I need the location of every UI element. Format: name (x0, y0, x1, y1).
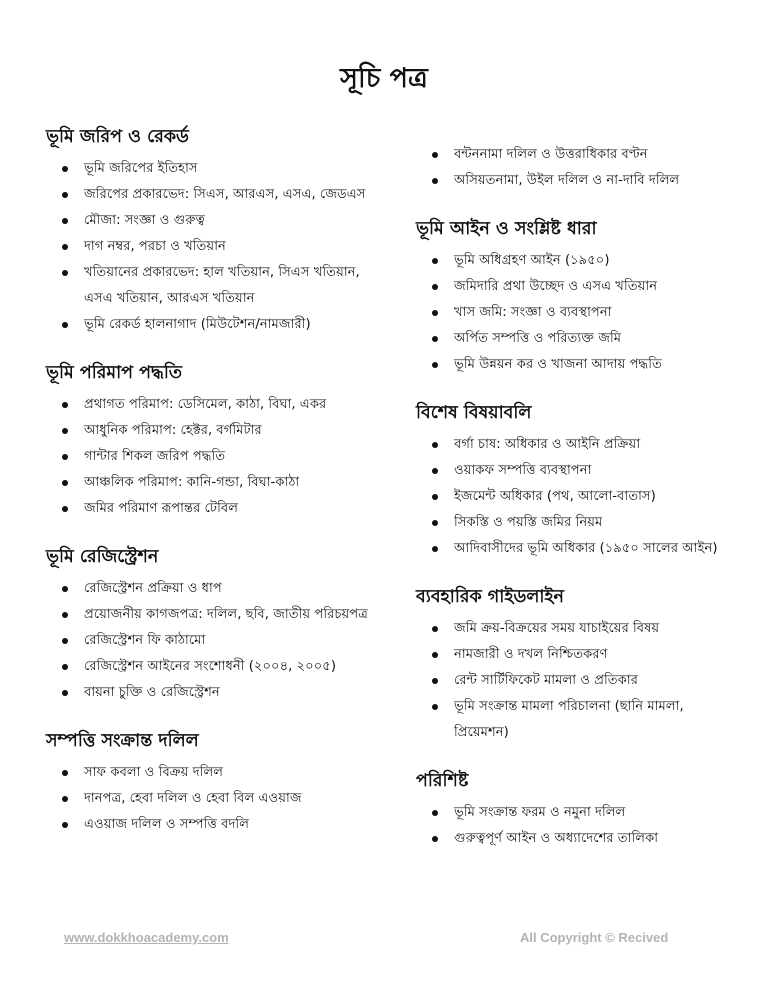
list-item: ভূমি জরিপের ইতিহাস (84, 156, 376, 182)
section-list (416, 142, 736, 194)
section-heading: ব্যবহারিক গাইডলাইন (416, 587, 564, 607)
list-item: ভূমি উন্নয়ন কর ও খাজনা আদায় পদ্ধতি (454, 352, 736, 378)
section-heading: ভূমি পরিমাপ পদ্ধতি (46, 363, 182, 383)
list-item: ভূমি সংক্রান্ত মামলা পরিচালনা (ছানি মামলা, প্রিয়েমশন) (454, 694, 736, 746)
list-item: সিকস্তি ও পয়স্তি জমির নিয়ম (454, 510, 736, 536)
section-heading: পরিশিষ্ট (416, 771, 469, 791)
section-survey-records (46, 124, 376, 338)
list-item: নামজারী ও দখল নিশ্চিতকরণ (454, 642, 736, 668)
section-list (46, 392, 376, 522)
list-item: সাফ কবলা ও বিক্রয় দলিল (84, 760, 376, 786)
list-item: গুরুত্বপূর্ণ আইন ও অধ্যাদেশের তালিকা (454, 826, 736, 852)
list-item: জরিপের প্রকারভেদ: সিএস, আরএস, এসএ, জেডএস (84, 182, 376, 208)
section-special-topics (416, 400, 736, 562)
list-item: আধুনিক পরিমাপ: হেক্টর, বর্গমিটার (84, 418, 376, 444)
section-list (46, 760, 376, 838)
list-item: ভূমি অধিগ্রহণ আইন (১৯৫০) (454, 248, 736, 274)
section-list (416, 616, 736, 746)
section-list (46, 156, 376, 338)
list-item: দাগ নম্বর, পরচা ও খতিয়ান (84, 234, 376, 260)
list-item: প্রয়োজনীয় কাগজপত্র: দলিল, ছবি, জাতীয় পরিচয়পত্র (84, 602, 376, 628)
section-heading: সম্পত্তি সংক্রান্ত দলিল (46, 731, 199, 751)
list-item: রেজিস্ট্রেশন ফি কাঠামো (84, 628, 376, 654)
list-item: জমির পরিমাণ রূপান্তর টেবিল (84, 496, 376, 522)
section-registration (46, 544, 376, 706)
copyright-notice: All Copyright © Recived (520, 930, 669, 945)
list-item: রেজিস্ট্রেশন আইনের সংশোধনী (২০০৪, ২০০৫) (84, 654, 376, 680)
section-heading: বিশেষ বিষয়াবলি (416, 403, 532, 423)
list-item: এওয়াজ দলিল ও সম্পত্তি বদলি (84, 812, 376, 838)
section-deeds-continued (416, 142, 736, 194)
list-item: জমিদারি প্রথা উচ্ছেদ ও এসএ খতিয়ান (454, 274, 736, 300)
section-heading: ভূমি জরিপ ও রেকর্ড (46, 127, 189, 147)
list-item: রেন্ট সার্টিফিকেট মামলা ও প্রতিকার (454, 668, 736, 694)
list-item: রেজিস্ট্রেশন প্রক্রিয়া ও ধাপ (84, 576, 376, 602)
page-title: সূচি পত্র (340, 63, 428, 94)
section-list (46, 576, 376, 706)
left-column (46, 124, 376, 860)
list-item: দানপত্র, হেবা দলিল ও হেবা বিল এওয়াজ (84, 786, 376, 812)
section-land-law (416, 216, 736, 378)
list-item: প্রথাগত পরিমাপ: ডেসিমেল, কাঠা, বিঘা, একর (84, 392, 376, 418)
section-list (416, 800, 736, 852)
list-item: বর্গা চাষ: অধিকার ও আইনি প্রক্রিয়া (454, 432, 736, 458)
list-item: আঞ্চলিক পরিমাপ: কানি-গন্ডা, বিঘা-কাঠা (84, 470, 376, 496)
list-item: খতিয়ানের প্রকারভেদ: হাল খতিয়ান, সিএস খতিয়ান, এসএ খতিয়ান, আরএস খতিয়ান (84, 260, 376, 312)
list-item: অর্পিত সম্পত্তি ও পরিত্যক্ত জমি (454, 326, 736, 352)
section-practical-guidelines (416, 584, 736, 746)
section-list (416, 432, 736, 562)
list-item: অসিয়তনামা, উইল দলিল ও না-দাবি দলিল (454, 168, 736, 194)
website-link[interactable]: www.dokkhoacademy.com (64, 930, 229, 945)
section-appendix (416, 768, 736, 852)
list-item: ভূমি সংক্রান্ত ফরম ও নমুনা দলিল (454, 800, 736, 826)
list-item: খাস জমি: সংজ্ঞা ও ব্যবস্থাপনা (454, 300, 736, 326)
list-item: ভূমি রেকর্ড হালনাগাদ (মিউটেশন/নামজারী) (84, 312, 376, 338)
section-heading: ভূমি রেজিস্ট্রেশন (46, 547, 159, 567)
section-heading: ভূমি আইন ও সংশ্লিষ্ট ধারা (416, 219, 597, 239)
list-item: মৌজা: সংজ্ঞা ও গুরুত্ব (84, 208, 376, 234)
list-item: ওয়াকফ সম্পত্তি ব্যবস্থাপনা (454, 458, 736, 484)
list-item: বায়না চুক্তি ও রেজিস্ট্রেশন (84, 680, 376, 706)
list-item: বন্টননামা দলিল ও উত্তরাধিকার বণ্টন (454, 142, 736, 168)
section-list (416, 248, 736, 378)
section-property-deeds (46, 728, 376, 838)
list-item: আদিবাসীদের ভূমি অধিকার (১৯৫০ সালের আইন) (454, 536, 736, 562)
list-item: ইজমেন্ট অধিকার (পথ, আলো-বাতাস) (454, 484, 736, 510)
section-measurement (46, 360, 376, 522)
right-column (416, 142, 736, 874)
list-item: জমি ক্রয়-বিক্রয়ের সময় যাচাইয়ের বিষয় (454, 616, 736, 642)
list-item: গান্টার শিকল জরিপ পদ্ধতি (84, 444, 376, 470)
